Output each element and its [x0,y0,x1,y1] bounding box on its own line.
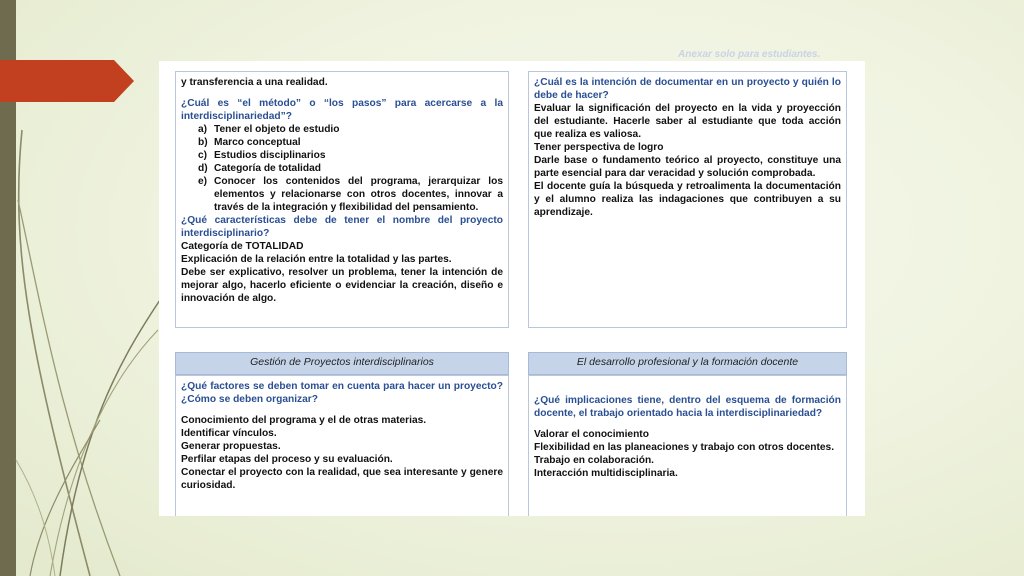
top-left-box [175,71,509,328]
answer-text: El docente guía la búsqueda y retroalimenta la documentación y el alumno realiza las indagaciones que contribuyen a su aprendizaje. [534,181,841,218]
answer-text: Categoría de TOTALIDAD [181,241,304,252]
list-item: c) Estudios disciplinarios [198,150,326,161]
header-desarrollo-profesional: El desarrollo profesional y la formación docente [528,352,847,375]
question-method: ¿Cuál es “el método” o “los pasos” para acercarse a la interdisciplinariedad”? [181,98,503,122]
question-factors: ¿Qué factores se deben tomar en cuenta para hacer un proyecto? ¿Cómo se deben organizar? [181,381,503,405]
answer-text: Valorar el conocimiento [534,429,649,440]
answer-text: Explicación de la relación entre la totalidad y las partes. [181,254,452,265]
list-item: d) Categoría de totalidad [198,163,321,174]
question-documentation: ¿Cuál es la intención de documentar en un proyecto y quién lo debe de hacer? [534,77,841,101]
top-left-line1: y transferencia a una realidad. [181,77,328,88]
faded-header-text: Anexar solo para estudiantes. [678,49,821,60]
answer-text: Flexibilidad en las planeaciones y trabajo con otros docentes. [534,442,835,453]
arrow-tab-decoration [0,60,134,102]
answer-text: Evaluar la significación del proyecto en la vida y proyección del estudiante. Hacerle saber al estudiante que toda acción que realiza es valiosa. [534,103,841,140]
answer-text: Conectar el proyecto con la realidad, que sea interesante y genere curiosidad. [181,467,503,491]
answer-text: Interacción multidisciplinaria. [534,468,678,479]
bottom-right-box [528,375,847,516]
bottom-left-box [175,375,509,516]
list-item: b) Marco conceptual [198,137,301,148]
header-gestion-proyectos: Gestión de Proyectos interdisciplinarios [175,352,509,375]
answer-text: Identificar vínculos. [181,428,277,439]
top-right-box [528,71,847,328]
list-item: e) Conocer los contenidos del programa, jerarquizar los elementos y relacionarse con otros docentes, innovar a través de la integración y flexibilidad del pensamiento. [198,176,503,213]
answer-text: Darle base o fundamento teórico al proyecto, constituye una parte esencial para dar veracidad y solución comprobada. [534,155,841,179]
answer-text: Debe ser explicativo, resolver un problema, tener la intención de mejorar algo, hacerlo eficiente o evidenciar la creación, diseño e innovación de algo. [181,267,503,304]
method-list [181,123,503,214]
answer-text: Generar propuestas. [181,441,281,452]
question-name-characteristics: ¿Qué características debe de tener el nombre del proyecto interdisciplinario? [181,215,503,239]
list-item: a) Tener el objeto de estudio [198,124,340,135]
question-implications: ¿Qué implicaciones tiene, dentro del esquema de formación docente, el trabajo orientado hacia la interdisciplinariedad? [534,395,841,419]
answer-text: Tener perspectiva de logro [534,142,664,153]
answer-text: Perfilar etapas del proceso y su evaluación. [181,454,393,465]
answer-text: Conocimiento del programa y el de otras materias. [181,415,427,426]
answer-text: Trabajo en colaboración. [534,455,655,466]
